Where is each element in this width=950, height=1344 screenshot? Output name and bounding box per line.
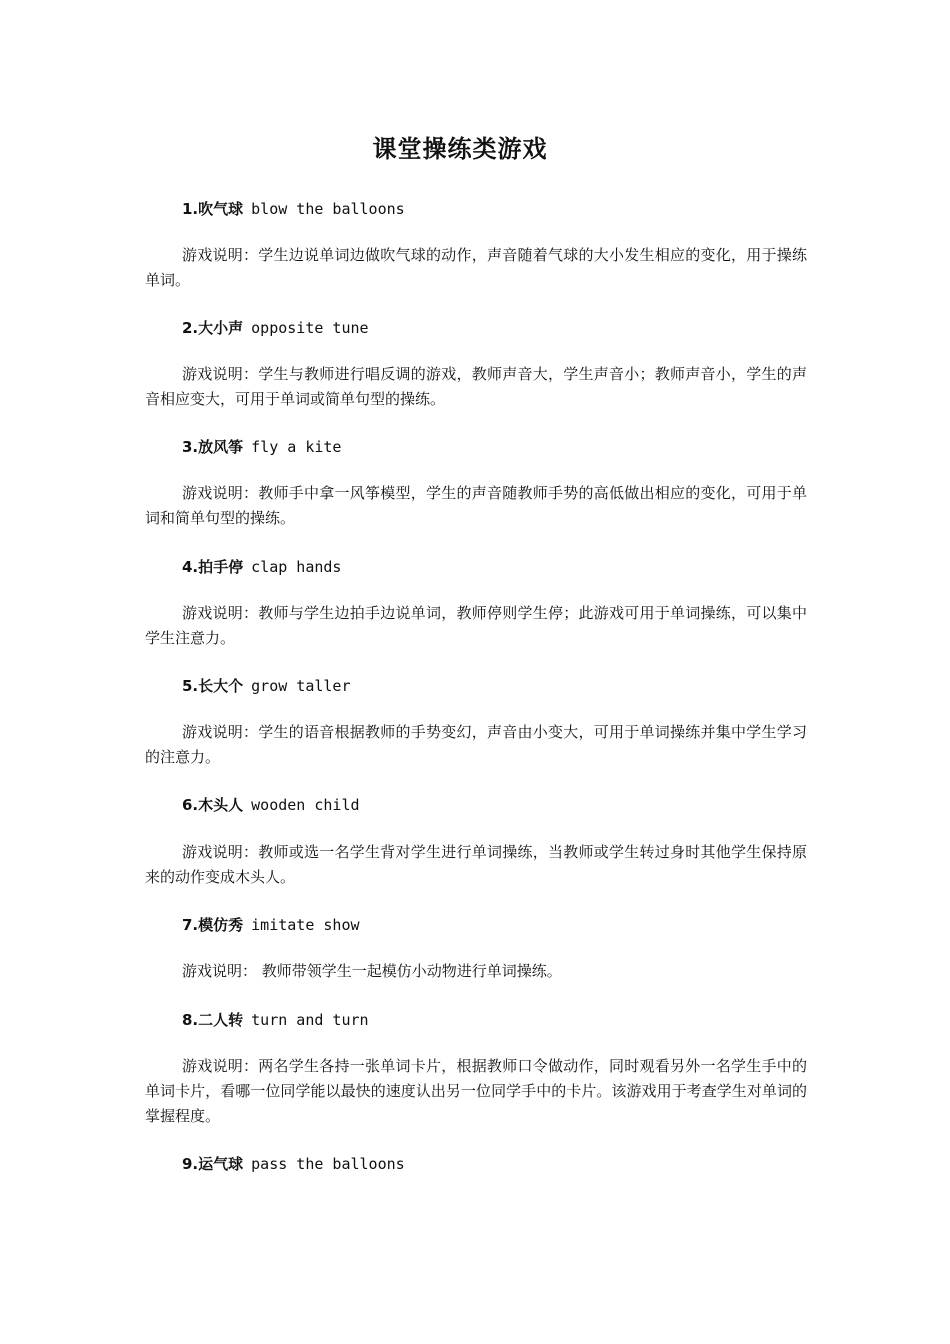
game-name-cn: 模仿秀 [198, 916, 244, 934]
game-heading [182, 675, 351, 697]
game-heading [182, 556, 341, 578]
game-name-cn: 木头人 [198, 796, 244, 814]
game-name-cn: 运气球 [198, 1155, 244, 1173]
game-name-cn: 大小声 [198, 319, 244, 337]
game-heading [182, 317, 369, 339]
game-description: 游戏说明：学生的语音根据教师的手势变幻，声音由小变大，可用于单词操练并集中学生学习的注意力。 [145, 723, 807, 766]
game-number: 9. [182, 1155, 199, 1173]
game-description: 游戏说明：学生边说单词边做吹气球的动作，声音随着气球的大小发生相应的变化，用于操练单词。 [145, 246, 807, 289]
page-title: 课堂操练类游戏 [372, 135, 548, 163]
game-description: 游戏说明：教师手中拿一风筝模型，学生的声音随教师手势的高低做出相应的变化，可用于单词和简单句型的操练。 [145, 484, 807, 527]
game-name-cn: 放风筝 [198, 438, 244, 456]
game-number: 1. [182, 200, 199, 218]
game-number: 7. [182, 916, 199, 934]
game-description: 游戏说明： 教师带领学生一起模仿小动物进行单词操练。 [182, 962, 562, 980]
game-heading [182, 914, 360, 936]
game-name-en: pass the balloons [251, 1155, 405, 1173]
game-name-cn: 长大个 [198, 677, 244, 695]
game-number: 4. [182, 558, 199, 576]
game-heading [182, 1009, 369, 1031]
game-name-en: clap hands [251, 558, 342, 576]
game-name-en: blow the balloons [251, 200, 405, 218]
game-number: 5. [182, 677, 199, 695]
game-heading [182, 436, 341, 458]
game-heading [182, 198, 405, 220]
game-number: 6. [182, 796, 199, 814]
game-description: 游戏说明：教师与学生边拍手边说单词，教师停则学生停；此游戏可用于单词操练，可以集中学生注意力。 [145, 604, 807, 647]
game-heading [182, 794, 360, 816]
game-name-en: imitate show [251, 916, 360, 934]
game-number: 8. [182, 1011, 199, 1029]
game-number: 3. [182, 438, 199, 456]
game-name-en: fly a kite [251, 438, 342, 456]
game-name-cn: 吹气球 [198, 200, 244, 218]
game-number: 2. [182, 319, 199, 337]
game-name-en: turn and turn [251, 1011, 369, 1029]
game-name-cn: 拍手停 [198, 558, 244, 576]
game-name-en: grow taller [251, 677, 351, 695]
game-description: 游戏说明：两名学生各持一张单词卡片，根据教师口令做动作，同时观看另外一名学生手中的单词卡片，看哪一位同学能以最快的速度认出另一位同学手中的卡片。该游戏用于考查学生对单词的掌握程度。 [145, 1057, 807, 1125]
game-description: 游戏说明：学生与教师进行唱反调的游戏，教师声音大，学生声音小；教师声音小，学生的声音相应变大，可用于单词或简单句型的操练。 [145, 365, 807, 408]
game-heading [182, 1153, 405, 1175]
game-name-en: wooden child [251, 796, 360, 814]
game-name-cn: 二人转 [198, 1011, 244, 1029]
game-description: 游戏说明：教师或选一名学生背对学生进行单词操练，当教师或学生转过身时其他学生保持原来的动作变成木头人。 [145, 843, 807, 886]
game-name-en: opposite tune [251, 319, 369, 337]
